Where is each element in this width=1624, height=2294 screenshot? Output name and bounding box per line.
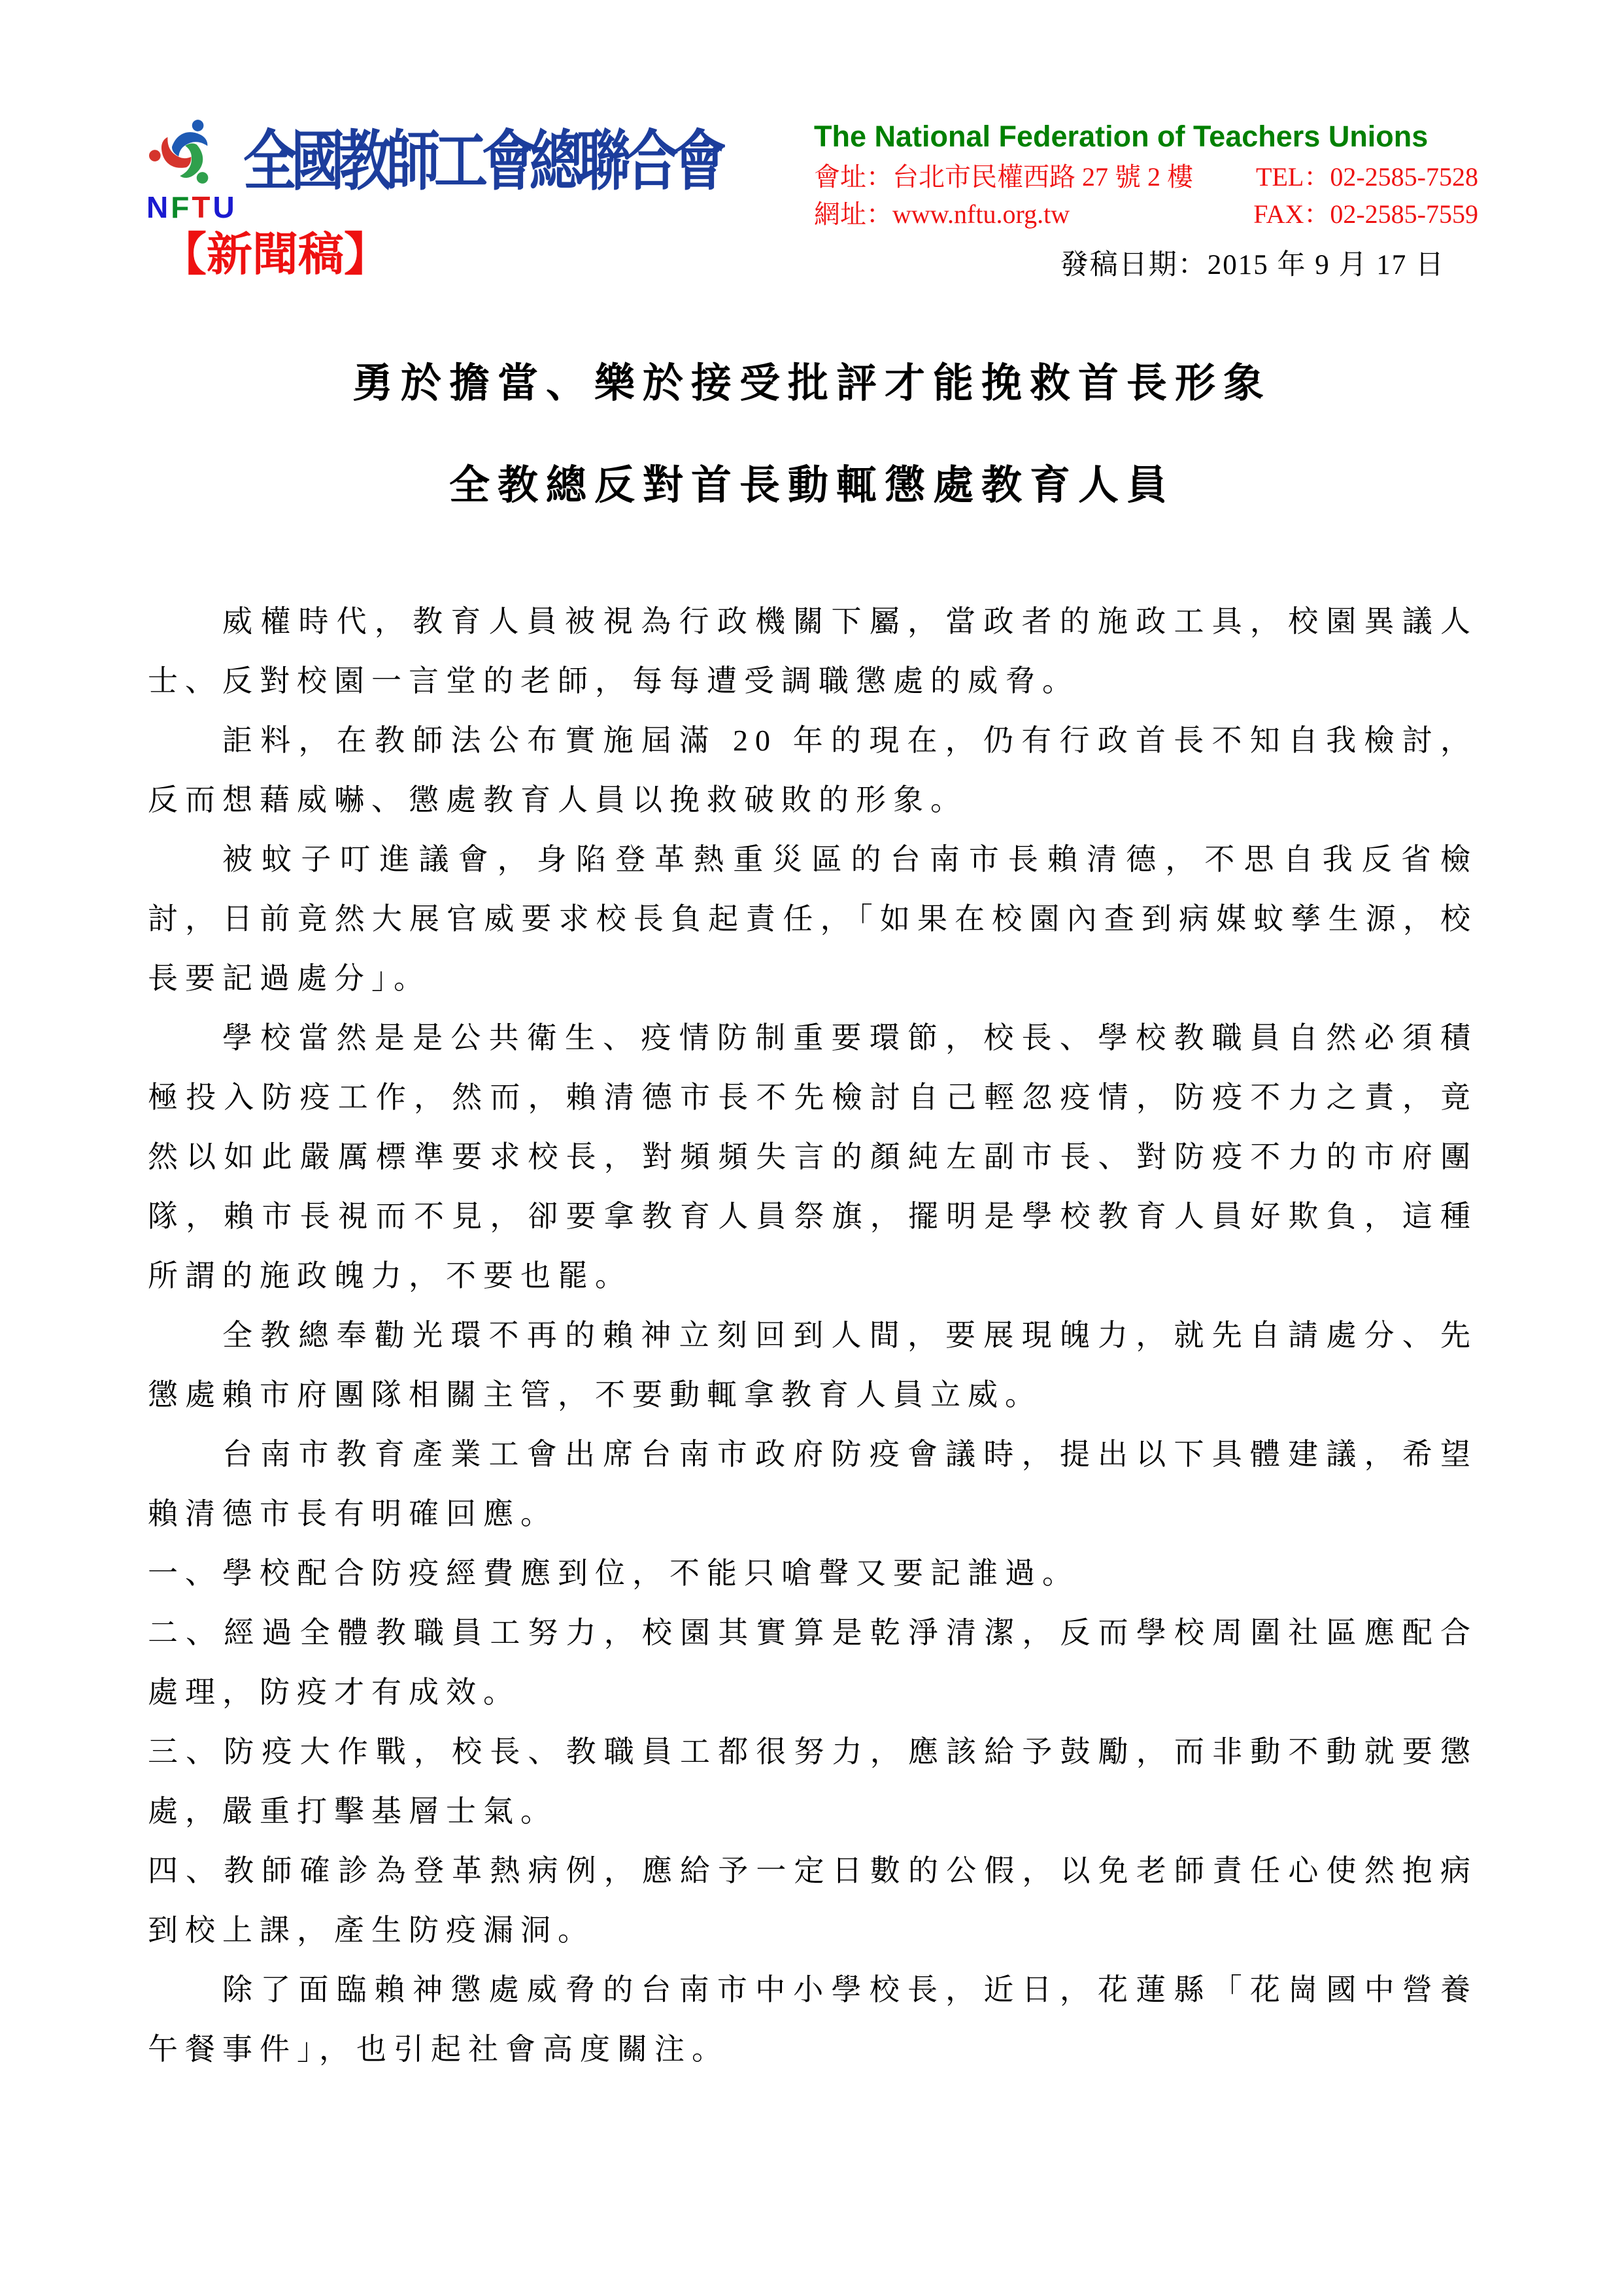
paragraph-1: 威權時代，教育人員被視為行政機關下屬，當政者的施政工具，校園異議人士、反對校園一言堂的老師，每每遭受調職懲處的威脅。 [148, 605, 1478, 698]
org-name-zh: 全國教師工會總聯合會 [243, 125, 721, 198]
headline-2: 全教總反對首長動輒懲處教育人員 [448, 464, 1175, 508]
org-tel: TEL：02-2585-7528 [1256, 161, 1478, 192]
org-name-en: The National Federation of Teachers Unions [814, 120, 1429, 153]
contact-row-2 [814, 201, 1478, 228]
paragraph-9: 三、防疫大作戰，校長、教職員工都很努力，應該給予鼓勵，而非動不動就要懲處，嚴重打擊基層士氣。 [148, 1735, 1478, 1828]
paragraph-5: 全教總奉勸光環不再的賴神立刻回到人間，要展現魄力，就先自請處分、先懲處賴市府團隊相關主管，不要動輒拿教育人員立威。 [148, 1319, 1478, 1411]
contact-block [814, 120, 1478, 228]
headline-1: 勇於擔當、樂於接受批評才能挽救首長形象 [352, 362, 1272, 406]
org-address: 會址：台北市民權西路 27 號 2 樓 [814, 161, 1193, 192]
press-release-tag: 【新聞稿】 [161, 230, 390, 280]
nftu-logo-icon [145, 111, 225, 195]
paragraph-10: 四、教師確診為登革熱病例，應給予一定日數的公假，以免老師責任心使然抱病到校上課，產生防疫漏洞。 [148, 1854, 1478, 1947]
paragraph-8: 二、經過全體教職員工努力，校園其實算是乾淨清潔，反而學校周圍社區應配合處理，防疫才有成效。 [148, 1616, 1478, 1709]
nftu-letter-t: T [192, 190, 213, 224]
paragraph-2: 詎料，在教師法公布實施屆滿 20 年的現在，仍有行政首長不知自我檢討，反而想藉威嚇、懲處教育人員以挽救破敗的形象。 [148, 724, 1478, 817]
body-text [148, 592, 1478, 2079]
paragraph-7: 一、學校配合防疫經費應到位，不能只嗆聲又要記誰過。 [148, 1557, 1079, 1590]
paragraph-6: 台南市教育產業工會出席台南市政府防疫會議時，提出以下具體建議，希望賴清德市長有明確回應。 [148, 1438, 1478, 1530]
nftu-letter-f: F [171, 190, 192, 224]
paragraph-3: 被蚊子叮進議會，身陷登革熱重災區的台南市長賴清德，不思自我反省檢討，日前竟然大展官威要求校長負起責任，「如果在校園內查到病媒蚊孳生源，校長要記過處分」。 [148, 843, 1478, 995]
org-website: 網址：www.nftu.org.tw [814, 199, 1070, 229]
release-date: 發稿日期：2015 年 9 月 17 日 [1060, 250, 1445, 280]
paragraph-4: 學校當然是是公共衛生、疫情防制重要環節，校長、學校教職員自然必須積極投入防疫工作，然而，賴清德市長不先檢討自己輕忽疫情，防疫不力之責，竟然以如此嚴厲標準要求校長，對頻頻失言的顏純左副市長、對防疫不力的市府團隊，賴市長視而不見，卻要拿教育人員祭旗，擺明是學校教育人員好欺負，這種所謂的施政魄力，不要也罷。 [148, 1021, 1478, 1292]
contact-row-1 [814, 161, 1478, 192]
paragraph-11: 除了面臨賴神懲處威脅的台南市中小學校長，近日，花蓮縣「花崗國中營養午餐事件」，也引起社會高度關注。 [148, 1973, 1478, 2066]
org-fax: FAX：02-2585-7559 [1253, 199, 1478, 229]
nftu-letter-u: U [212, 190, 237, 224]
nftu-letter-n: N [146, 190, 171, 224]
nftu-acronym [146, 192, 237, 222]
